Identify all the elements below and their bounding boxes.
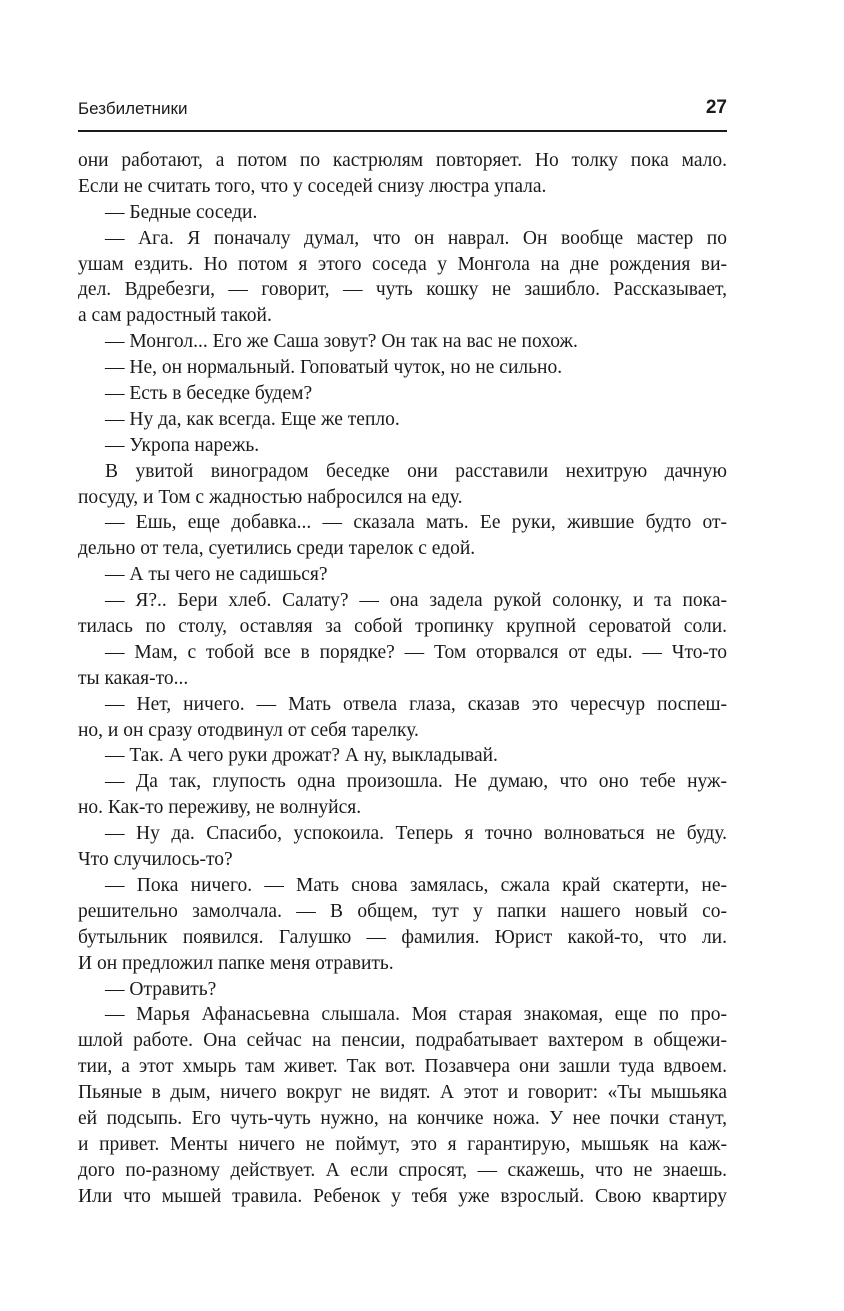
text-line: посуду, и Том с жадностью набросился на еду. bbox=[78, 486, 463, 508]
text-line: — Ешь, еще добавка... — сказала мать. Ее руки, жившие будто от- bbox=[105, 512, 727, 534]
running-header bbox=[78, 96, 727, 132]
body-text bbox=[78, 148, 727, 1210]
text-line: — Нет, ничего. — Мать отвела глаза, сказав это чересчур поспеш- bbox=[105, 693, 727, 715]
text-line: они работают, а потом по кастрюлям повторяет. Но толку пока мало. bbox=[78, 150, 727, 171]
text-line: — Так. А чего руки дрожат? А ну, выкладывай. bbox=[105, 745, 498, 767]
text-line: — А ты чего не садишься? bbox=[105, 564, 328, 586]
text-line: ей подсыпь. Его чуть-чуть нужно, на кончике ножа. У нее почки станут, bbox=[78, 1107, 727, 1129]
text-line: Пьяные в дым, ничего вокруг не видят. А этот и говорит: «Ты мышьяка bbox=[78, 1082, 727, 1104]
text-line: — Ага. Я поначалу думал, что он наврал. Он вообще мастер по bbox=[105, 227, 727, 249]
text-line: — Бедные соседи. bbox=[105, 201, 258, 223]
text-line: дел. Вдребезги, — говорит, — чуть кошку не зашибло. Рассказывает, bbox=[78, 279, 727, 301]
text-line: но. Как-то переживу, не волнуйся. bbox=[78, 797, 362, 819]
text-line: тилась по столу, оставляя за собой тропинку крупной сероватой соли. bbox=[78, 616, 727, 638]
text-line: — Ну да, как всегда. Еще же тепло. bbox=[105, 408, 400, 430]
text-line: — Есть в беседке будем? bbox=[105, 383, 313, 405]
text-line: дого по-разному действует. А если спросят, — скажешь, что не знаешь. bbox=[78, 1159, 727, 1181]
text-line: — Не, он нормальный. Гоповатый чуток, но не сильно. bbox=[105, 357, 563, 379]
text-line: — Пока ничего. — Мать снова замялась, сжала край скатерти, не- bbox=[105, 874, 727, 896]
text-line: — Да так, глупость одна произошла. Не думаю, что оно тебе нуж- bbox=[105, 771, 727, 793]
page-number: 27 bbox=[705, 97, 727, 118]
text-line: дельно от тела, суетились среди тарелок с едой. bbox=[78, 538, 476, 560]
text-line: тии, а этот хмырь там живет. Так вот. Позавчера они зашли туда вдвоем. bbox=[78, 1056, 727, 1078]
text-line: Если не считать того, что у соседей снизу люстра упала. bbox=[78, 175, 547, 197]
text-line: шлой работе. Она сейчас на пенсии, подрабатывает вахтером в общежи- bbox=[78, 1030, 727, 1052]
text-line: Что случилось-то? bbox=[78, 849, 233, 871]
text-line: — Монгол... Его же Саша зовут? Он так на вас не похож. bbox=[105, 331, 578, 353]
text-line: бутыльник появился. Галушко — фамилия. Юрист какой-то, что ли. bbox=[78, 926, 727, 948]
text-line: В увитой виноградом беседке они расставили нехитрую дачную bbox=[105, 460, 727, 482]
text-line: ушам ездить. Но потом я этого соседа у Монгола на дне рождения ви- bbox=[78, 253, 727, 275]
text-line: Или что мышей травила. Ребенок у тебя уже взрослый. Свою квартиру bbox=[78, 1185, 727, 1207]
text-line: — Марья Афанасьевна слышала. Моя старая знакомая, еще по про- bbox=[105, 1004, 727, 1026]
text-line: — Укропа нарежь. bbox=[105, 434, 260, 456]
text-line: решительно замолчала. — В общем, тут у папки нашего новый со- bbox=[78, 900, 727, 922]
text-line: — Отравить? bbox=[105, 978, 217, 1000]
text-line: но, и он сразу отодвинул от себя тарелку. bbox=[78, 719, 419, 741]
text-line: и привет. Менты ничего не поймут, это я гарантирую, мышьяк на каж- bbox=[78, 1133, 727, 1155]
text-line: — Я?.. Бери хлеб. Салату? — она задела рукой солонку, и та пока- bbox=[105, 590, 727, 612]
text-line: ты какая-то... bbox=[78, 667, 189, 689]
running-title: Безбилетники bbox=[78, 99, 188, 118]
text-line: — Мам, с тобой все в порядке? — Том оторвался от еды. — Что-то bbox=[105, 641, 727, 663]
text-line: И он предложил папке меня отравить. bbox=[78, 952, 394, 974]
text-line: а сам радостный такой. bbox=[78, 305, 272, 327]
text-line: — Ну да. Спасибо, успокоила. Теперь я точно волноваться не буду. bbox=[105, 823, 727, 845]
